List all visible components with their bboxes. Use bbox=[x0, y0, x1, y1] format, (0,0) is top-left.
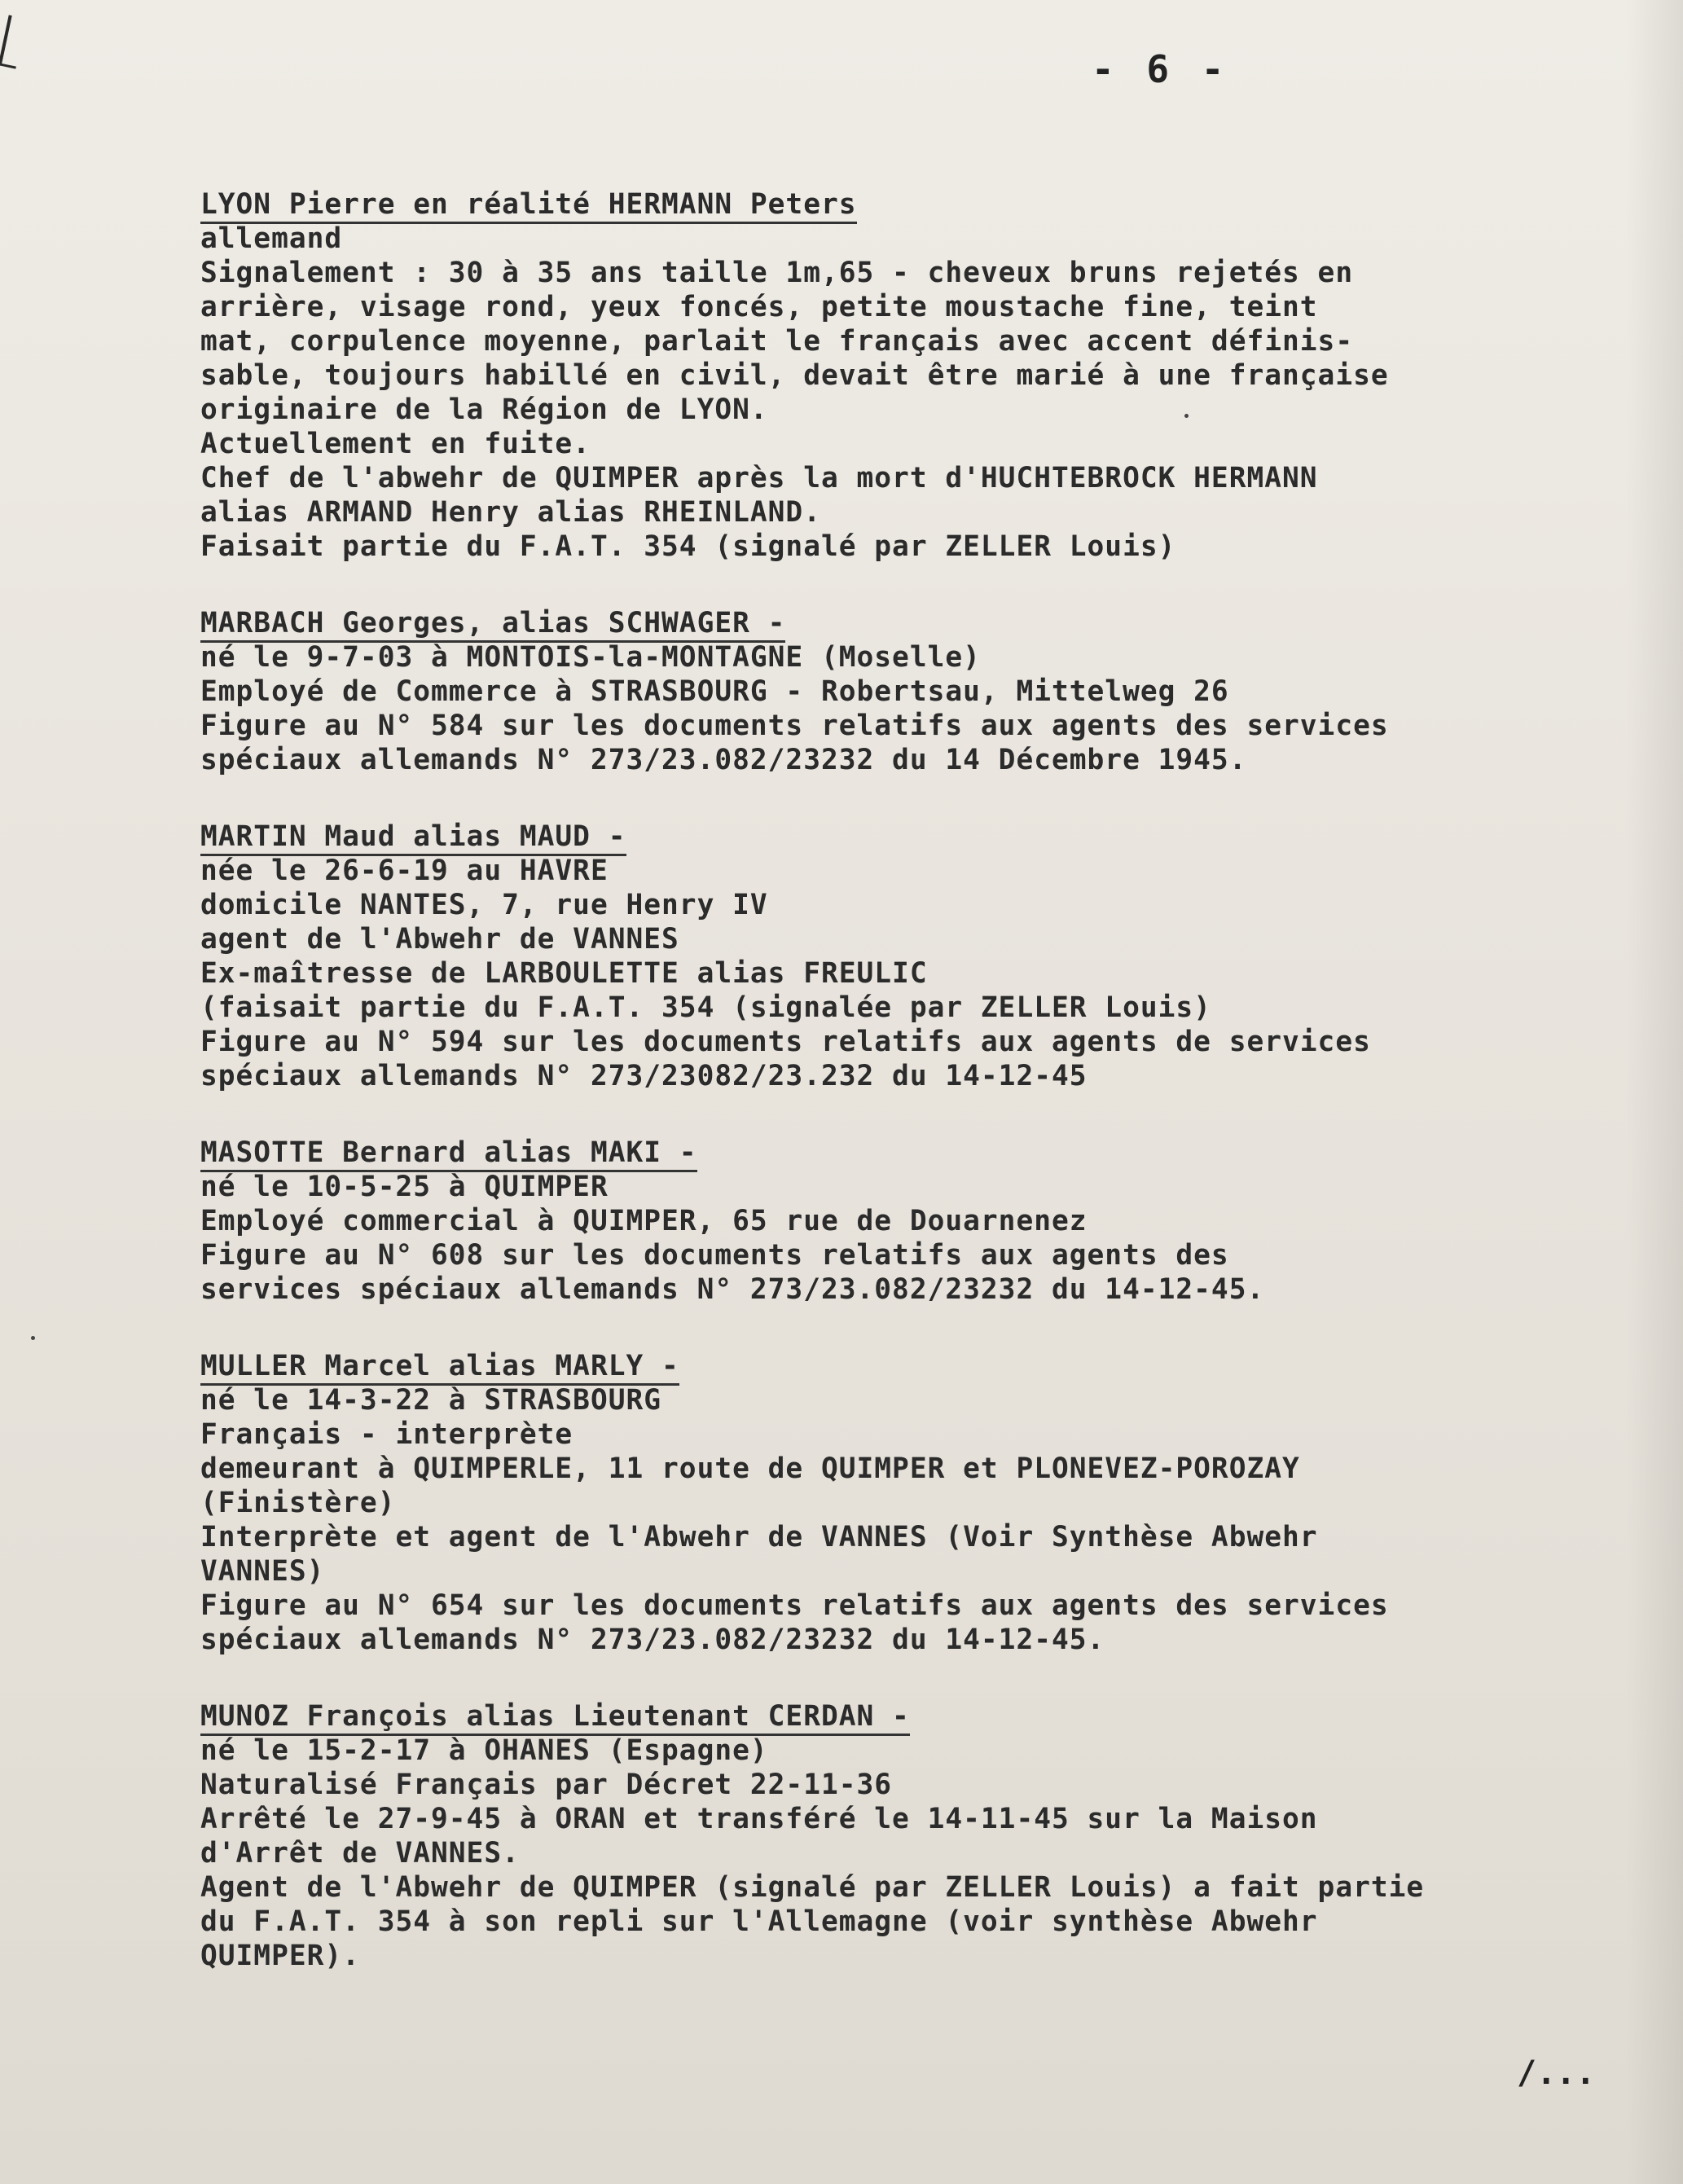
continuation-mark: /... bbox=[1517, 2054, 1596, 2092]
entry-line: Actuellement en fuite. bbox=[200, 428, 591, 460]
entry-line: (Finistère) bbox=[200, 1487, 396, 1519]
entry-line: spéciaux allemands N° 273/23.082/23232 du 14-12-45. bbox=[200, 1624, 1105, 1656]
entry-line: Figure au N° 654 sur les documents relatifs aux agents des services bbox=[200, 1589, 1389, 1622]
entry-line: spéciaux allemands N° 273/23.082/23232 du 14 Décembre 1945. bbox=[200, 744, 1247, 776]
entry-line: Ex-maîtresse de LARBOULETTE alias FREULIC bbox=[200, 957, 928, 990]
entry-line: Naturalisé Français par Décret 22-11-36 bbox=[200, 1769, 893, 1801]
entry-line: Faisait partie du F.A.T. 354 (signalé par ZELLER Louis) bbox=[200, 530, 1176, 563]
entry-line: né le 15-2-17 à OHANES (Espagne) bbox=[200, 1734, 768, 1767]
entry-line: sable, toujours habillé en civil, devait être marié à une française bbox=[200, 359, 1389, 392]
entry-header: MUNOZ François alias Lieutenant CERDAN - bbox=[200, 1699, 1667, 1734]
entry-line: né le 10-5-25 à QUIMPER bbox=[200, 1171, 609, 1203]
entry-line: du F.A.T. 354 à son repli sur l'Allemagne (voir synthèse Abwehr bbox=[200, 1905, 1318, 1938]
entry-line: VANNES) bbox=[200, 1555, 325, 1588]
ink-speck bbox=[1184, 414, 1189, 418]
page-number: - 6 - bbox=[1092, 47, 1229, 91]
entry-header: LYON Pierre en réalité HERMANN Peters bbox=[200, 187, 1667, 222]
entry-line: née le 26-6-19 au HAVRE bbox=[200, 855, 609, 887]
entry-line: Employé commercial à QUIMPER, 65 rue de Douarnenez bbox=[200, 1205, 1088, 1237]
entry-line: mat, corpulence moyenne, parlait le français avec accent définis- bbox=[200, 325, 1354, 358]
entry-line: Figure au N° 584 sur les documents relatifs aux agents des services bbox=[200, 710, 1389, 742]
entry-line: QUIMPER). bbox=[200, 1940, 360, 1972]
entry-line: d'Arrêt de VANNES. bbox=[200, 1837, 520, 1870]
entry-line: Français - interprète bbox=[200, 1418, 573, 1451]
entry-line: agent de l'Abwehr de VANNES bbox=[200, 923, 679, 956]
corner-staple-mark bbox=[0, 15, 26, 68]
entry-masotte bbox=[200, 1136, 1667, 1307]
entry-line: né le 14-3-22 à STRASBOURG bbox=[200, 1384, 662, 1417]
entry-marbach bbox=[200, 606, 1667, 777]
entry-line: allemand bbox=[200, 222, 343, 255]
entry-line: Chef de l'abwehr de QUIMPER après la mort d'HUCHTEBROCK HERMANN bbox=[200, 462, 1318, 494]
entry-header: MASOTTE Bernard alias MAKI - bbox=[200, 1136, 1667, 1170]
document-body bbox=[200, 187, 1667, 2015]
entry-line: Agent de l'Abwehr de QUIMPER (signalé par ZELLER Louis) a fait partie bbox=[200, 1871, 1425, 1904]
entry-munoz bbox=[200, 1699, 1667, 1973]
entry-line: spéciaux allemands N° 273/23082/23.232 du 14-12-45 bbox=[200, 1060, 1088, 1092]
entry-lyon bbox=[200, 187, 1667, 564]
entry-line: Figure au N° 594 sur les documents relatifs aux agents de services bbox=[200, 1026, 1371, 1058]
entry-header: MARTIN Maud alias MAUD - bbox=[200, 820, 1667, 854]
entry-line: services spéciaux allemands N° 273/23.082/23232 du 14-12-45. bbox=[200, 1273, 1265, 1306]
entry-line: domicile NANTES, 7, rue Henry IV bbox=[200, 889, 768, 921]
ink-speck bbox=[31, 1336, 35, 1340]
entry-header: MARBACH Georges, alias SCHWAGER - bbox=[200, 606, 1667, 640]
entry-line: alias ARMAND Henry alias RHEINLAND. bbox=[200, 496, 821, 529]
entry-muller bbox=[200, 1349, 1667, 1657]
entry-line: originaire de la Région de LYON. bbox=[200, 393, 768, 426]
entry-line: Employé de Commerce à STRASBOURG - Robertsau, Mittelweg 26 bbox=[200, 675, 1229, 708]
entry-line: Signalement : 30 à 35 ans taille 1m,65 - cheveux bruns rejetés en bbox=[200, 257, 1354, 289]
entry-line: (faisait partie du F.A.T. 354 (signalée par ZELLER Louis) bbox=[200, 991, 1211, 1024]
entry-line: Arrêté le 27-9-45 à ORAN et transféré le 14-11-45 sur la Maison bbox=[200, 1803, 1318, 1835]
entry-line: né le 9-7-03 à MONTOIS-la-MONTAGNE (Moselle) bbox=[200, 641, 981, 674]
entry-line: Interprète et agent de l'Abwehr de VANNES (Voir Synthèse Abwehr bbox=[200, 1521, 1318, 1553]
entry-line: demeurant à QUIMPERLE, 11 route de QUIMPER et PLONEVEZ-POROZAY bbox=[200, 1452, 1300, 1485]
entry-header: MULLER Marcel alias MARLY - bbox=[200, 1349, 1667, 1383]
entry-martin bbox=[200, 820, 1667, 1093]
entry-line: arrière, visage rond, yeux foncés, petite moustache fine, teint bbox=[200, 291, 1318, 323]
entry-line: Figure au N° 608 sur les documents relatifs aux agents des bbox=[200, 1239, 1229, 1272]
